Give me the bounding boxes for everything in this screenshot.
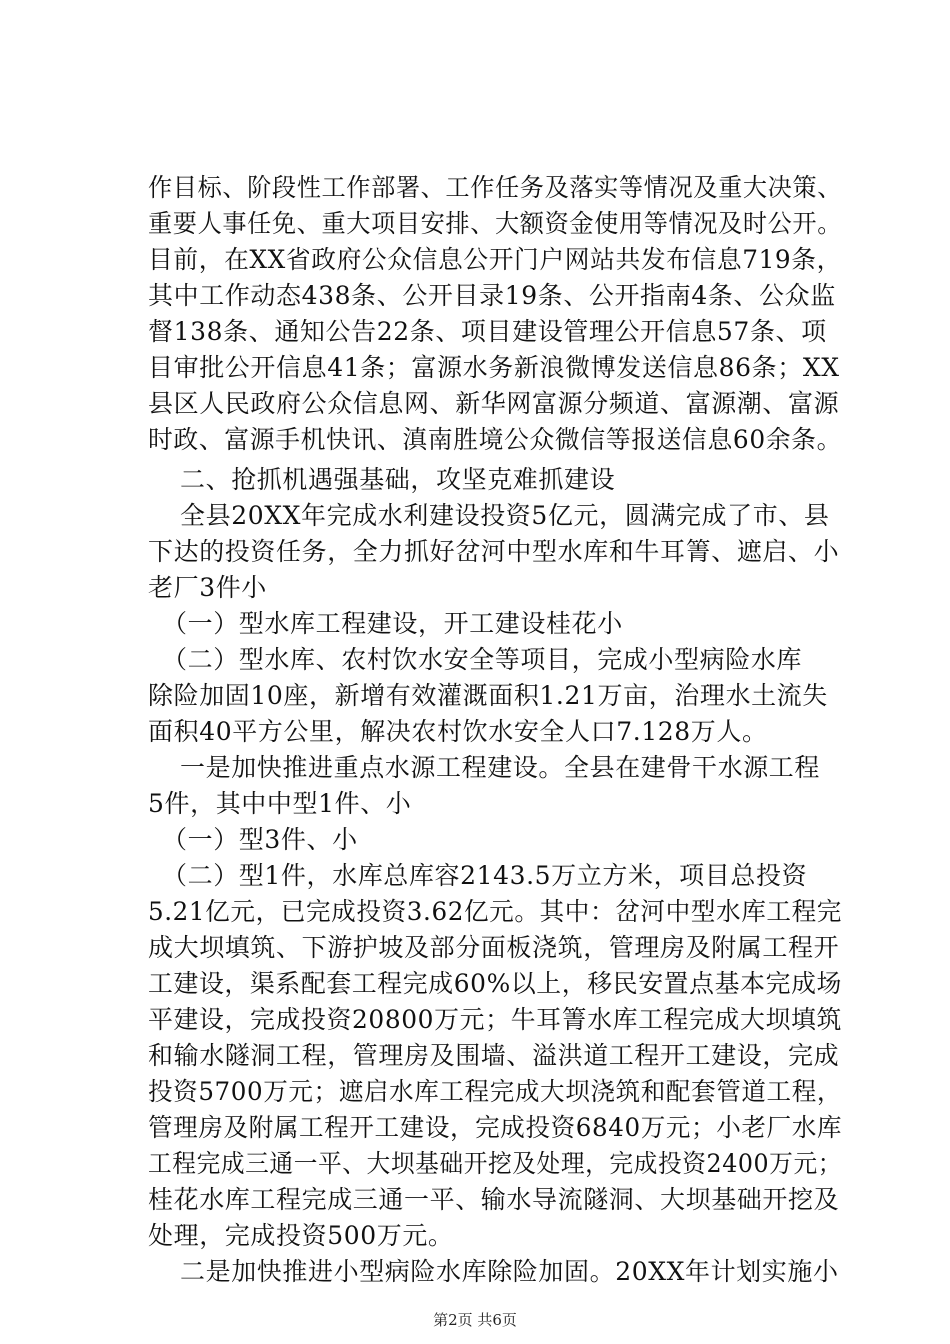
body-text-line: 督138条、通知公告22条、项目建设管理公开信息57条、项 [148,317,827,346]
body-text-line: 时政、富源手机快讯、滇南胜境公众微信等报送信息60余条。 [148,425,843,454]
body-text-line: （二）型1件，水库总库容2143.5万立方米，项目总投资 [162,861,808,890]
body-text-line: 工程完成三通一平、大坝基础开挖及处理，完成投资2400万元； [148,1149,843,1178]
body-text-line: 目前，在XX省政府公众信息公开门户网站共发布信息719条， [148,245,842,274]
body-text-line: 二是加快推进小型病险水库除险加固。20XX年计划实施小 [180,1257,839,1286]
section-heading: 二、抢抓机遇强基础，攻坚克难抓建设 [180,465,616,494]
body-text-line: 桂花水库工程完成三通一平、输水导流隧洞、大坝基础开挖及 [148,1185,840,1214]
body-text-line: （二）型水库、农村饮水安全等项目，完成小型病险水库 [162,645,803,674]
body-text-line: 5件，其中中型1件、小 [148,789,412,818]
body-text-line: 面积40平方公里，解决农村饮水安全人口7.128万人。 [148,717,768,746]
body-text-line: 5.21亿元，已完成投资3.62亿元。其中：岔河中型水库工程完 [148,897,843,926]
body-text-line: （一）型水库工程建设，开工建设桂花小 [162,609,623,638]
body-text-line: 老厂3件小 [148,573,267,602]
body-text-line: 县区人民政府公众信息网、新华网富源分频道、富源潮、富源 [148,389,840,418]
body-text-line: 目审批公开信息41条；富源水务新浪微博发送信息86条；XX [148,353,840,382]
body-text-line: 一是加快推进重点水源工程建设。全县在建骨干水源工程 [180,753,821,782]
body-text-line: 成大坝填筑、下游护坡及部分面板浇筑，管理房及附属工程开 [148,933,840,962]
body-text-line: 和输水隧洞工程，管理房及围墙、溢洪道工程开工建设，完成 [148,1041,840,1070]
body-text-line: 投资5700万元；遮启水库工程完成大坝浇筑和配套管道工程， [148,1077,843,1106]
body-text-line: 全县20XX年完成水利建设投资5亿元，圆满完成了市、县 [180,501,830,530]
body-text-line: 平建设，完成投资20800万元；牛耳箐水库工程完成大坝填筑 [148,1005,843,1034]
page-number-footer: 第2页 共6页 [433,1311,517,1329]
body-text-line: 作目标、阶段性工作部署、工作任务及落实等情况及重大决策、 [148,173,843,202]
body-text-line: （一）型3件、小 [162,825,358,854]
body-text-line: 下达的投资任务，全力抓好岔河中型水库和牛耳箐、遮启、小 [148,537,840,566]
body-text-line: 其中工作动态438条、公开目录19条、公开指南4条、公众监 [148,281,836,310]
body-text-line: 除险加固10座，新增有效灌溉面积1.21万亩，治理水土流失 [148,681,828,710]
body-text-line: 重要人事任免、重大项目安排、大额资金使用等情况及时公开。 [148,209,843,238]
body-text-line: 工建设，渠系配套工程完成60%以上，移民安置点基本完成场 [148,969,843,998]
body-text-line: 处理，完成投资500万元。 [148,1221,454,1250]
body-text-line: 管理房及附属工程开工建设，完成投资6840万元；小老厂水库 [148,1113,843,1142]
